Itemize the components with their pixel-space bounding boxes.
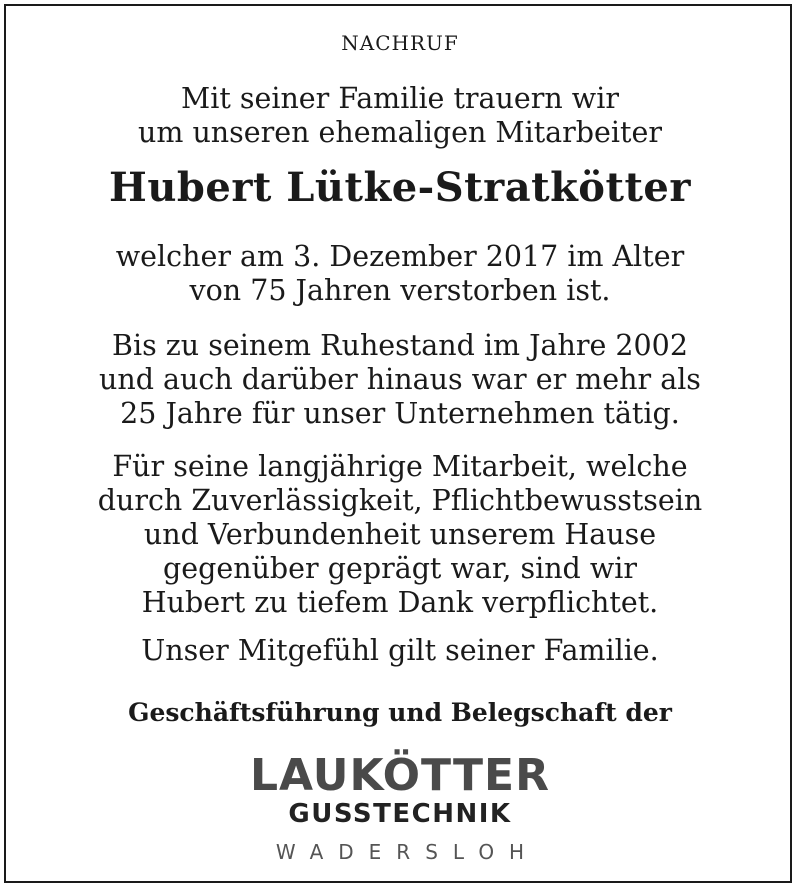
death-paragraph [0,240,800,308]
signature-line: Geschäftsführung und Belegschaft der [128,698,672,727]
deceased-name: Hubert Lütke-Stratkötter [109,164,691,211]
logo-subtitle: GUSSTECHNIK [288,799,512,829]
death-line: von 75 Jahren verstorben ist. [189,274,611,307]
gratitude-line: gegenüber geprägt war, sind wir [163,552,637,585]
company-logo [0,752,800,864]
intro-text [0,82,800,150]
intro-line: um unseren ehemaligen Mitarbeiter [138,116,662,149]
career-line: 25 Jahre für unser Unternehmen tätig. [120,397,680,430]
sympathy-text: Unser Mitgefühl gilt seiner Familie. [141,634,659,667]
intro-line: Mit seiner Familie trauern wir [181,82,619,115]
logo-wordmark: LAUKÖTTER [250,750,550,801]
death-line: welcher am 3. Dezember 2017 im Alter [115,240,685,273]
career-line: Bis zu seinem Ruhestand im Jahre 2002 [112,329,688,362]
gratitude-line: und Verbundenheit unserem Hause [143,518,657,551]
gratitude-line: Hubert zu tiefem Dank verpflichtet. [141,586,659,619]
gratitude-line: Für seine langjährige Mitarbeit, welche [112,450,688,483]
logo-location: WADERSLOH [275,840,540,864]
gratitude-line: durch Zuverlässigkeit, Pflichtbewusstsein [97,484,703,517]
career-paragraph [0,329,800,431]
career-line: und auch darüber hinaus war er mehr als [99,363,701,396]
notice-heading: NACHRUF [341,31,459,55]
gratitude-paragraph [0,450,800,620]
